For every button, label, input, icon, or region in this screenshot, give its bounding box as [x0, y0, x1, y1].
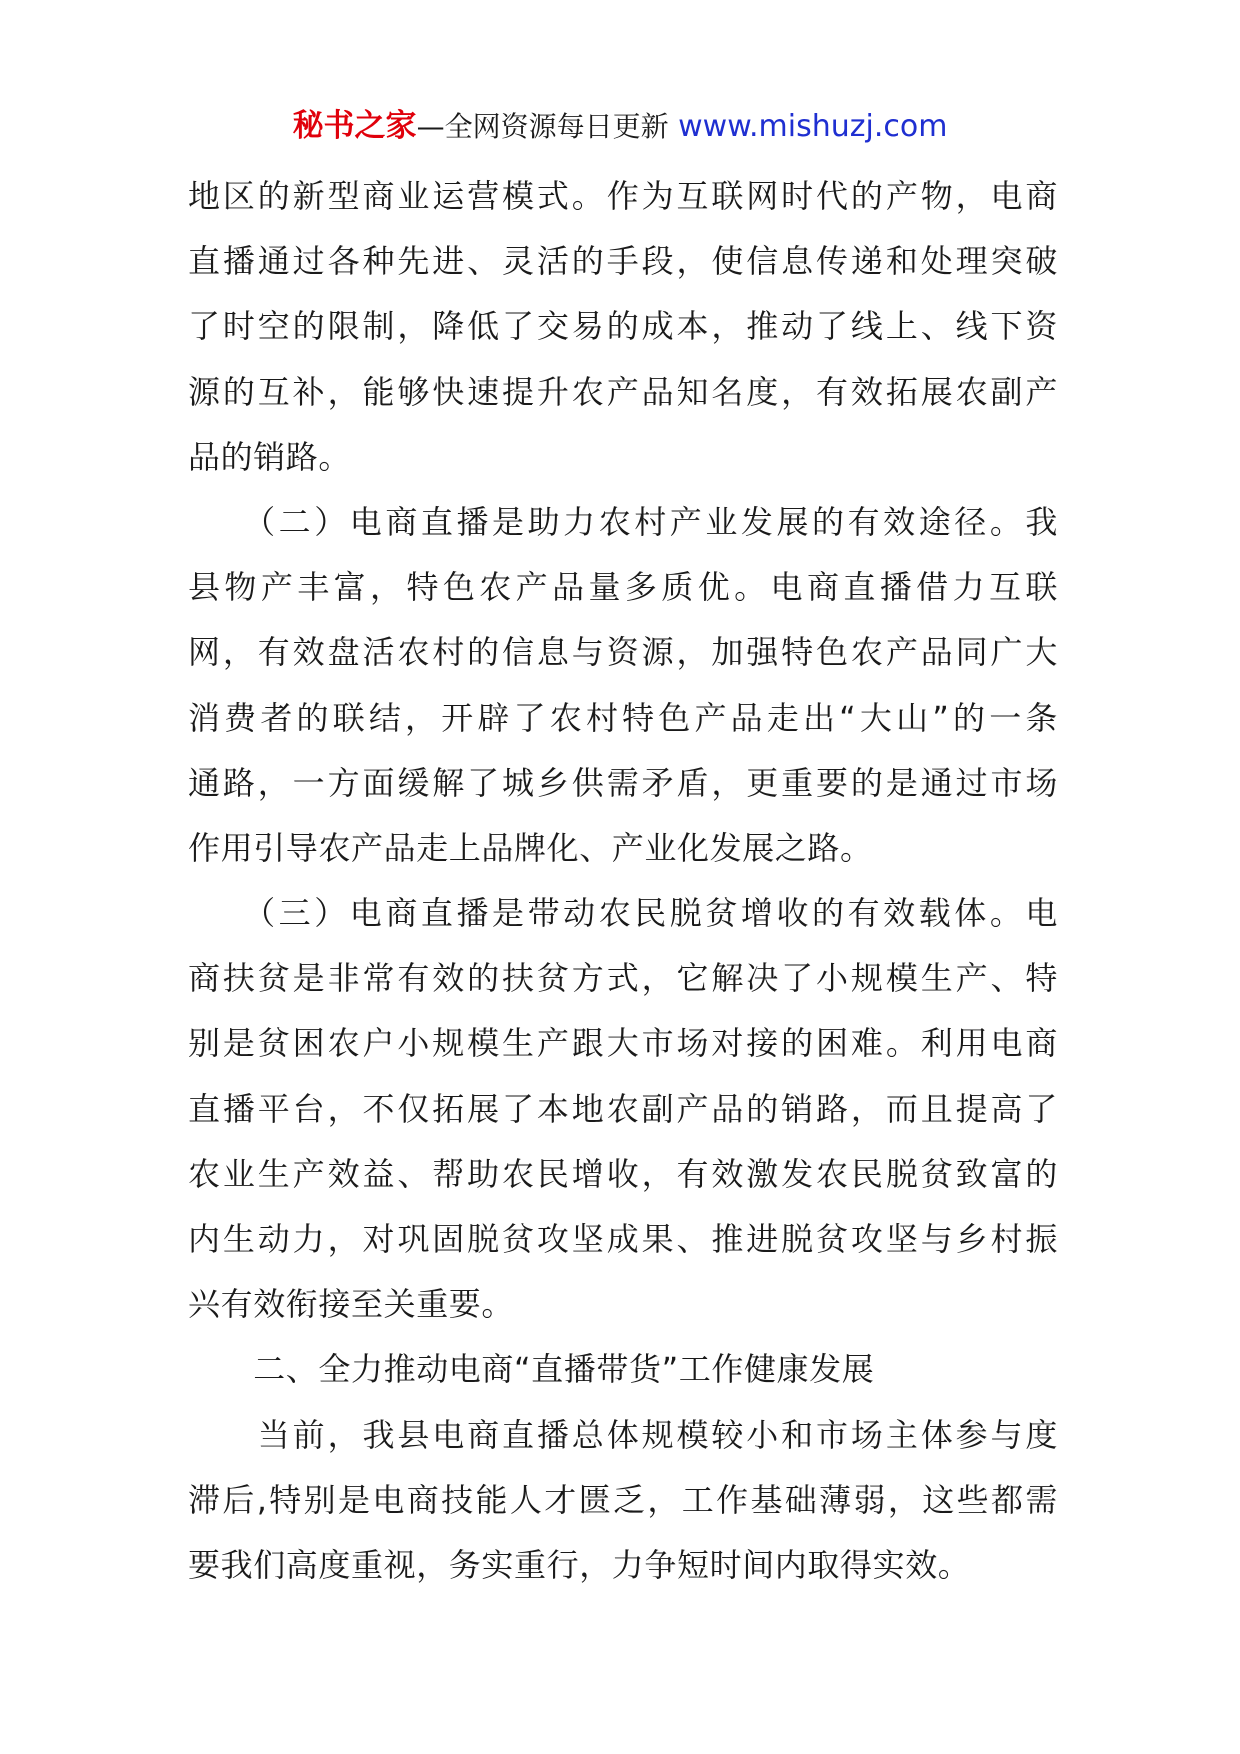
- text-line: 消费者的联结，开辟了农村特色产品走出“大山”的一条: [188, 698, 1058, 737]
- text-line: 直播平台，不仅拓展了本地农副产品的销路，而且提高了: [188, 1089, 1058, 1128]
- text-line: （二）电商直播是助力农村产业发展的有效途径。我: [188, 502, 1058, 541]
- text-line: 品的销路。: [188, 437, 352, 476]
- paragraph: [188, 490, 1058, 881]
- text-line: 了时空的限制，降低了交易的成本，推动了线上、线下资: [188, 307, 1058, 346]
- site-header: [0, 104, 1240, 149]
- text-line: 二、全力推动电商“直播带货”工作健康发展: [188, 1350, 875, 1389]
- text-line: 通路，一方面缓解了城乡供需矛盾，更重要的是通过市场: [188, 763, 1058, 802]
- text-line: 兴有效衔接至关重要。: [188, 1285, 515, 1324]
- text-line: 要我们高度重视，务实重行，力争短时间内取得实效。: [188, 1545, 971, 1584]
- site-brand: 秘书之家: [292, 108, 417, 144]
- site-tagline: —全网资源每日更新: [416, 110, 669, 143]
- text-line: （三）电商直播是带动农民脱贫增收的有效载体。电: [188, 894, 1058, 933]
- text-line: 内生动力，对巩固脱贫攻坚成果、推进脱贫攻坚与乡村振: [188, 1220, 1058, 1258]
- document-body: [188, 164, 1058, 1598]
- text-line: 当前，我县电商直播总体规模较小和市场主体参与度: [188, 1415, 1058, 1454]
- text-line: 县物产丰富，特色农产品量多质优。电商直播借力互联: [188, 568, 1058, 607]
- text-line: 商扶贫是非常有效的扶贫方式，它解决了小规模生产、特: [188, 959, 1058, 998]
- text-line: 直播通过各种先进、灵活的手段，使信息传递和处理突破: [188, 242, 1058, 281]
- text-line: 滞后,特别是电商技能人才匮乏，工作基础薄弱，这些都需: [188, 1480, 1058, 1519]
- text-line: 地区的新型商业运营模式。作为互联网时代的产物，电商: [188, 177, 1058, 215]
- text-line: 作用引导农产品走上品牌化、产业化发展之路。: [188, 828, 873, 867]
- site-url-link[interactable]: www.mishuzj.com: [678, 109, 948, 144]
- text-line: 农业生产效益、帮助农民增收，有效激发农民脱贫致富的: [188, 1154, 1058, 1193]
- paragraph: [188, 1403, 1058, 1599]
- text-line: 别是贫困农户小规模生产跟大市场对接的困难。利用电商: [188, 1024, 1058, 1063]
- paragraph: [188, 1337, 1058, 1402]
- text-line: 源的互补，能够快速提升农产品知名度，有效拓展农副产: [188, 372, 1058, 411]
- text-line: 网，有效盘活农村的信息与资源，加强特色农产品同广大: [188, 633, 1058, 672]
- paragraph: [188, 164, 1058, 490]
- paragraph: [188, 881, 1058, 1337]
